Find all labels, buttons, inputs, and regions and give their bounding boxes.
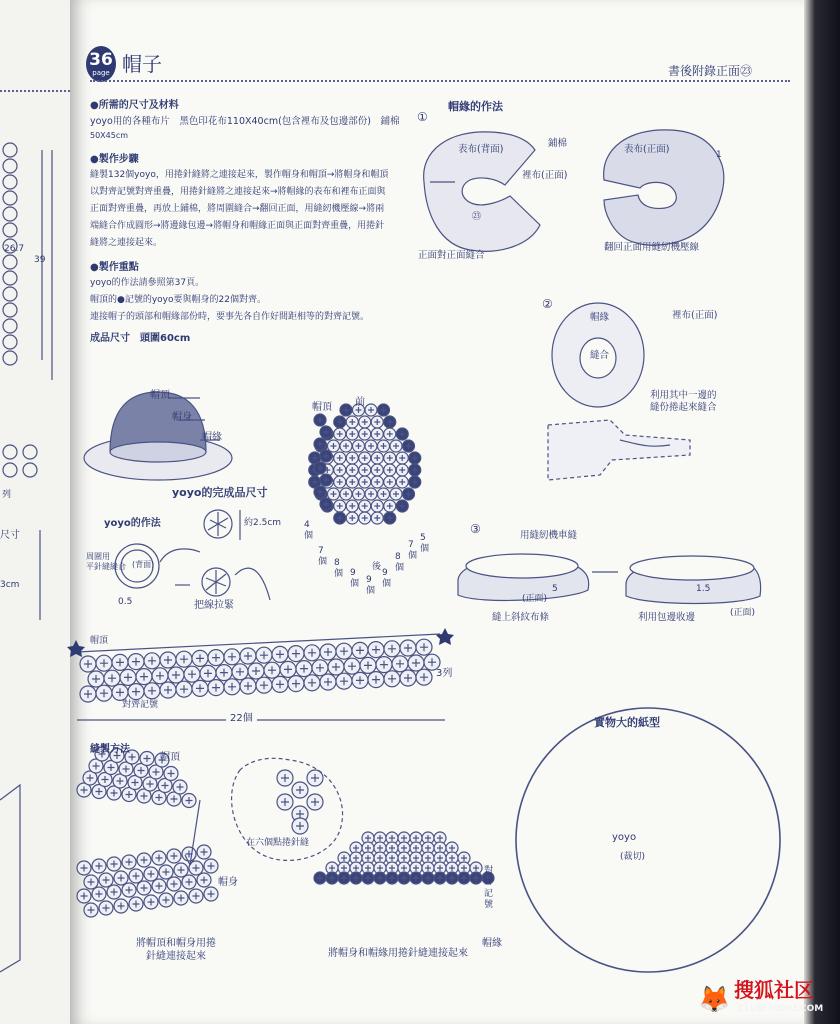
padding-label: 鋪棉 xyxy=(548,138,568,149)
join-body: 帽身 xyxy=(218,877,238,888)
count-7a: 7 個 xyxy=(318,546,328,568)
one-label: 1 xyxy=(716,150,722,160)
hat-label-body: 帽身 xyxy=(172,412,192,423)
outer-front-label: 表布(正面) xyxy=(624,144,670,155)
joining-drawings xyxy=(77,747,494,917)
pattern-cut: (裁切) xyxy=(620,852,646,862)
points-heading: ●製作重點 xyxy=(90,262,139,273)
materials-heading: ●所需的尺寸及材料 xyxy=(90,100,179,111)
step-2-caption: 利用其中一邊的 縫份捲起來縫合 xyxy=(650,390,717,413)
pattern-yoyo: yoyo xyxy=(612,832,637,843)
steps-heading: ●製作步驟 xyxy=(90,154,139,165)
join-six-points: 在六個點捲針縫 xyxy=(246,838,310,848)
yoyo-backside: (背面) xyxy=(132,560,155,569)
steps-line: 以對齊記號對齊重疊，用捲針縫將之連接起來→將帽緣的表布和裡布正面與 xyxy=(90,187,386,197)
page-title: 帽子 xyxy=(122,52,162,76)
points-line: 帽頂的●記號的yoyo要與帽身的22個對齊。 xyxy=(90,295,266,305)
strip-count: 22個 xyxy=(226,713,257,726)
count-7b: 7 個 xyxy=(408,540,418,562)
points-line: 連接帽子的頭部和帽緣部份時，要事先各自作好間距相等的對齊記號。 xyxy=(90,312,370,322)
brim-step-3 xyxy=(458,554,761,604)
seam-label: 縫合 xyxy=(590,350,610,361)
steps-line: 端縫合作成圓形→將邊緣包邊→將帽身和帽緣正面與正面對齊重疊，用捲針 xyxy=(90,221,385,231)
sohu-watermark xyxy=(698,976,828,1020)
yoyo-pull-note: 把線拉緊 xyxy=(194,600,234,611)
join-top: 帽頂 xyxy=(160,752,180,763)
outer-back-label: 表布(背面) xyxy=(458,144,504,155)
hat-top-yoyo-layout xyxy=(309,404,421,524)
steps-line: 縫將之連接起來。 xyxy=(90,238,163,248)
materials-line-2: 50X45cm xyxy=(90,131,129,140)
watermark-name: 搜狐社区 xyxy=(734,978,814,1002)
join-caption: 將帽頂和帽身用捲 針縫連接起來 xyxy=(136,938,216,962)
bias-label: 縫上斜紋布條 xyxy=(492,612,550,623)
brim-method-title: 帽緣的作法 xyxy=(448,100,503,113)
left-page-yoyo-column xyxy=(0,143,52,972)
count-9c: 9 個 xyxy=(382,568,392,590)
strip-rows: 3列 xyxy=(436,668,453,679)
appendix-note-text: 書後附錄正面 xyxy=(668,64,741,78)
step-1-caption: 正面對正面縫合 xyxy=(418,250,485,261)
count-5: 5 個 xyxy=(420,533,430,555)
left-dim-2: 39 xyxy=(34,255,46,265)
lining-label-2: 裡布(正面) xyxy=(672,310,718,321)
top-diagram-front: 前 xyxy=(355,397,365,408)
appendix-note xyxy=(668,64,752,79)
yoyo-size-value: 約2.5cm xyxy=(244,518,282,528)
fox-logo-icon: 🦊 xyxy=(698,985,731,1015)
brim-label: 帽緣 xyxy=(590,312,610,323)
count-8a: 8 個 xyxy=(334,558,344,580)
machine-label: 用縫紉機車縫 xyxy=(520,530,578,541)
yoyo-pattern-circle xyxy=(516,708,780,972)
yoyo-method-title: yoyo的作法 xyxy=(104,518,161,529)
one-five-label: 1.5 xyxy=(696,584,711,594)
points-line: yoyo的作法請參照第37頁。 xyxy=(90,278,205,288)
steps-line: 正面對齊重疊，再放上鋪棉，將周圍縫合→翻回正面，用縫紉機壓線→將兩 xyxy=(90,204,385,214)
yoyo-stitch-note: 周圍用 平針縫縫合 xyxy=(86,552,126,571)
step-2: ② xyxy=(542,297,553,311)
page-label: page xyxy=(92,69,110,77)
page-number: 36 xyxy=(89,50,113,70)
hat-label-brim: 帽緣 xyxy=(202,432,222,443)
watermark-url: CLUB.SOHU.COM xyxy=(738,1004,824,1014)
top-diagram-back: 後 xyxy=(372,562,382,572)
lining-front-label: 裡布(正面) xyxy=(522,170,568,181)
left-cm: 3cm xyxy=(0,580,20,590)
hat-label-top: 帽頂 xyxy=(150,390,170,401)
steps-line: 縫製132個yoyo，用捲針縫將之連接起來，製作帽身和帽頂→將帽身和帽頂 xyxy=(90,170,389,180)
appendix-note-number: ㉓ xyxy=(740,64,753,78)
yoyo-size-title: yoyo的完成品尺寸 xyxy=(172,486,268,499)
join-brim: 帽緣 xyxy=(482,938,502,949)
finished-size: 成品尺寸 頭圍60cm xyxy=(90,333,191,344)
seam-allowance: ㉓ xyxy=(472,212,482,222)
front-label: (正面) xyxy=(522,594,548,604)
count-9b: 9 個 xyxy=(366,575,376,597)
count-8b: 8 個 xyxy=(395,552,405,574)
five-label: 5 xyxy=(552,584,558,594)
header-divider xyxy=(90,80,790,82)
left-size: 尺寸 xyxy=(0,530,20,541)
join-bottom-caption: 將帽身和帽緣用捲針縫連接起來 xyxy=(328,948,468,959)
strip-mark: 對齊記號 xyxy=(122,700,159,710)
count-9a: 9 個 xyxy=(350,568,360,590)
join-mark: 對 齊 記 號 xyxy=(484,866,494,910)
page-number-badge xyxy=(86,46,116,82)
binding-label: 利用包邊收邊 xyxy=(638,612,696,623)
yoyo-allowance: 0.5 xyxy=(118,597,133,607)
step-3: ③ xyxy=(470,522,481,536)
top-diagram-top: 帽頂 xyxy=(312,402,332,413)
front-label-2: (正面) xyxy=(730,608,756,618)
join-title: 縫製方法 xyxy=(90,744,130,755)
count-4: 4 個 xyxy=(304,520,314,542)
left-dim-1: 26.7 xyxy=(4,244,25,254)
step-1-caption-2: 翻回正面用縫紉機壓線 xyxy=(604,242,700,253)
left-row: 列 xyxy=(2,490,12,500)
strip-top-label: 帽頂 xyxy=(90,636,109,646)
step-1: ① xyxy=(417,110,428,124)
left-header-divider xyxy=(0,90,70,92)
pattern-title: 實物大的紙型 xyxy=(594,716,660,729)
materials-line-1: yoyo用的各種布片 黑色印花布110X40cm(包含裡布及包邊部份) 鋪棉 xyxy=(90,116,400,127)
